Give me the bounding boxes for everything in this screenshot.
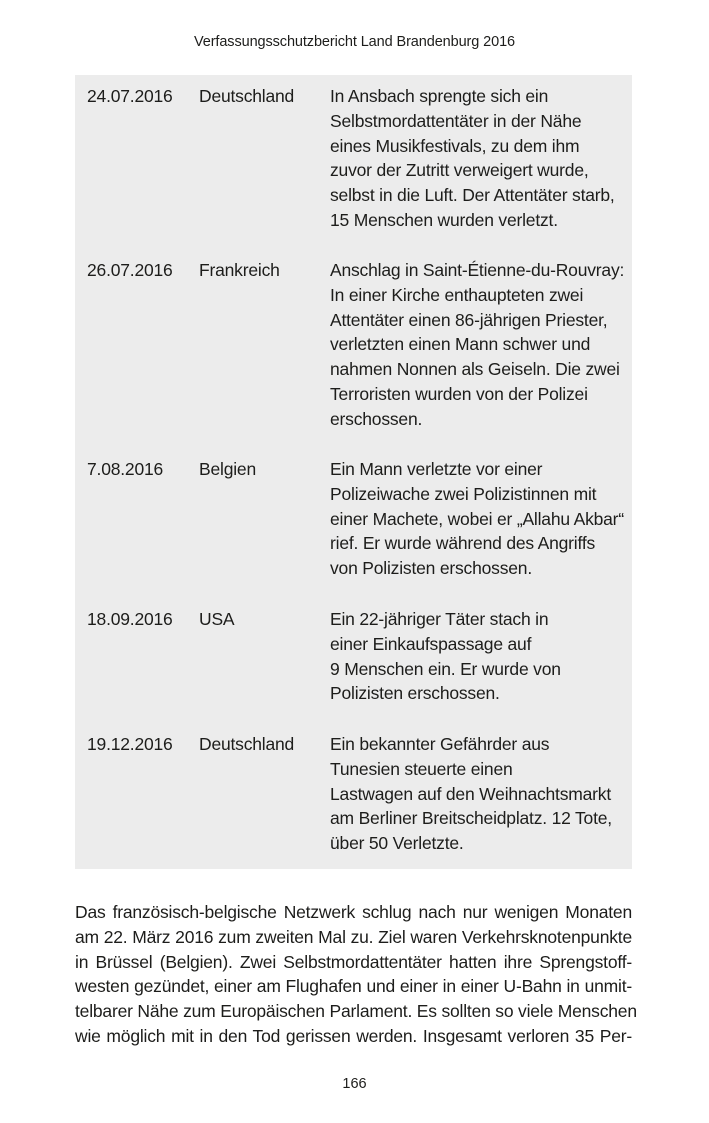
event-country: Belgien: [199, 459, 256, 479]
description-line: Polizisten erschossen.: [330, 683, 500, 704]
event-date: 18.09.2016: [87, 609, 173, 629]
description-line: einer Einkaufspassage auf: [330, 633, 532, 654]
description-line: In einer Kirche enthaupteten zwei: [330, 284, 584, 305]
event-description: [330, 607, 561, 706]
description-line: Lastwagen auf den Weihnachtsmarkt: [330, 783, 612, 804]
description-line: zuvor der Zutritt verweigert wurde,: [330, 160, 589, 181]
event-country: Deutschland: [199, 86, 295, 106]
event-country: USA: [199, 609, 235, 629]
description-line: Ein 22-jähriger Täter stach in: [330, 609, 549, 629]
description-line: 15 Menschen wurden verletzt.: [330, 209, 558, 230]
description-line: verletzten einen Mann schwer und: [330, 334, 591, 355]
body-paragraph: [75, 900, 637, 1049]
event-date: 19.12.2016: [87, 734, 173, 754]
event-date: 24.07.2016: [87, 86, 173, 106]
description-line: nahmen Nonnen als Geiseln. Die zwei: [330, 359, 620, 380]
event-description: [330, 84, 615, 233]
description-line: Terroristen wurden von der Polizei: [330, 383, 588, 404]
description-line: rief. Er wurde während des Angriffs: [330, 533, 596, 554]
paragraph-line: wie möglich mit in den Tod gerissen werden. Insgesamt verloren 35 Per-: [75, 1025, 632, 1046]
description-line: Polizeiwache zwei Polizistinnen mit: [330, 483, 597, 504]
paragraph-line: Das französisch-belgische Netzwerk schlug nach nur wenigen Monaten: [75, 902, 632, 922]
description-line: erschossen.: [330, 408, 423, 429]
description-line: eines Musikfestivals, zu dem ihm: [330, 135, 580, 156]
description-line: von Polizisten erschossen.: [330, 558, 532, 579]
event-country: Deutschland: [199, 734, 295, 754]
description-line: am Berliner Breitscheidplatz. 12 Tote,: [330, 808, 612, 829]
description-line: selbst in die Luft. Der Attentäter starb,: [330, 185, 615, 206]
description-line: Anschlag in Saint-Étienne-du-Rouvray:: [330, 260, 625, 280]
event-date: 7.08.2016: [87, 459, 164, 479]
description-line: über 50 Verletzte.: [330, 833, 464, 854]
description-line: Tunesien steuerte einen: [330, 758, 513, 779]
page-number: 166: [342, 1076, 367, 1092]
description-line: 9 Menschen ein. Er wurde von: [330, 658, 561, 679]
event-description: [330, 258, 624, 432]
description-line: In Ansbach sprengte sich ein: [330, 86, 549, 106]
description-line: einer Machete, wobei er „Allahu Akbar“: [330, 508, 624, 529]
running-header: Verfassungsschutzbericht Land Brandenburg 2016: [193, 34, 516, 50]
event-description: [330, 732, 612, 856]
description-line: Ein bekannter Gefährder aus: [330, 734, 550, 754]
event-country: Frankreich: [199, 260, 280, 280]
description-line: Selbstmordattentäter in der Nähe: [330, 110, 582, 131]
paragraph-line: am 22. März 2016 zum zweiten Mal zu. Ziel waren Verkehrsknotenpunkte: [75, 926, 632, 947]
paragraph-line: telbarer Nähe zum Europäischen Parlament. Es sollten so viele Menschen: [75, 1001, 637, 1022]
event-description: [330, 457, 624, 581]
paragraph-line: in Brüssel (Belgien). Zwei Selbstmordattentäter hatten ihre Sprengstoff-: [75, 951, 632, 972]
attack-chronology-table: [75, 75, 632, 869]
paragraph-line: westen gezündet, einer am Flughafen und einer in einer U-Bahn in unmit-: [75, 976, 632, 997]
description-line: Ein Mann verletzte vor einer: [330, 459, 543, 479]
description-line: Attentäter einen 86-jährigen Priester,: [330, 309, 608, 330]
event-date: 26.07.2016: [87, 260, 173, 280]
